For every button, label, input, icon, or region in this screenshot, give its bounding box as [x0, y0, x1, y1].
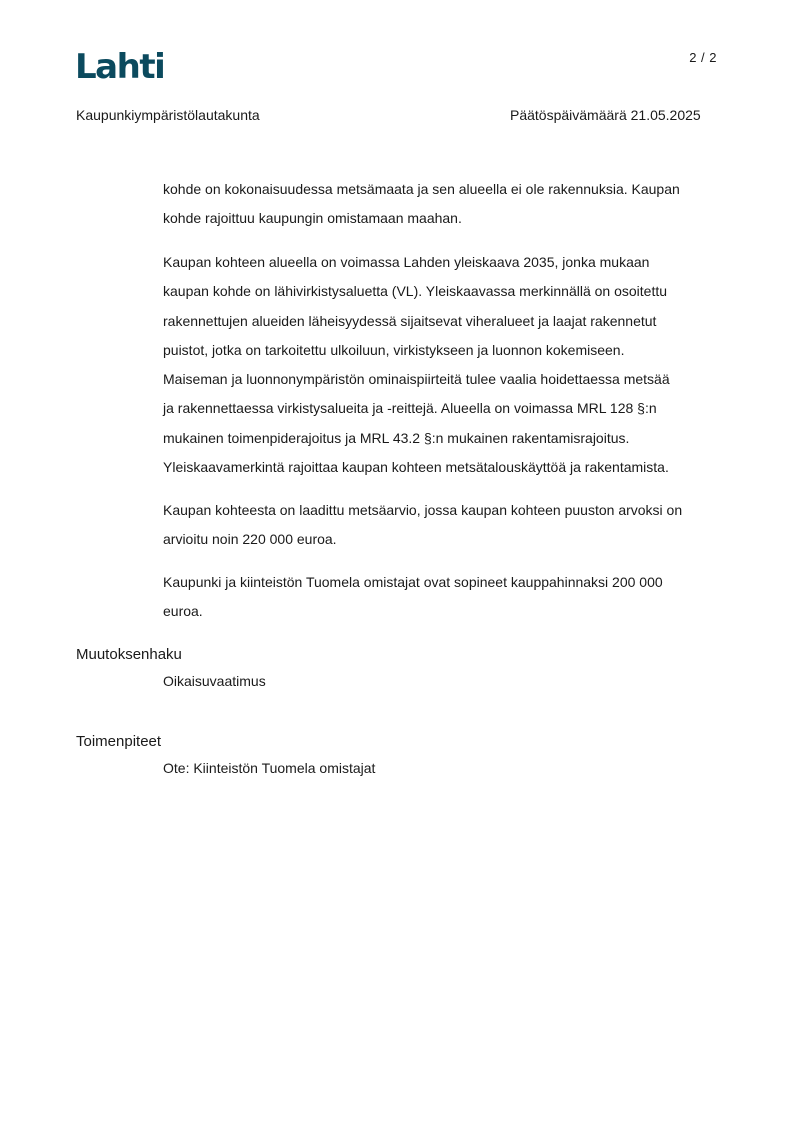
paragraph-line: Kaupunki ja kiinteistön Tuomela omistajat ovat sopineet kauppahinnaksi 200 000 — [163, 574, 663, 590]
paragraph-line: Maiseman ja luonnonympäristön ominaispiirteitä tulee vaalia hoidettaessa metsää — [163, 371, 670, 388]
paragraph-line: Kaupan kohteesta on laadittu metsäarvio, jossa kaupan kohteen puuston arvoksi on — [163, 502, 683, 518]
paragraph-4 — [163, 568, 723, 627]
paragraph-line: ja rakennettaessa virkistysalueita ja -reittejä. Alueella on voimassa MRL 128 §:n — [163, 400, 657, 417]
lahti-logo — [75, 44, 175, 84]
paragraph-line: kohde on kokonaisuudessa metsämaata ja sen alueella ei ole rakennuksia. Kaupan — [163, 181, 680, 197]
paragraph-line: rakennettujen alueiden läheisyydessä sijaitsevat viheralueet ja laajat rakennetut — [163, 312, 657, 329]
paragraph-1 — [163, 175, 723, 234]
paragraph-2 — [163, 248, 723, 482]
paragraph-line: Yleiskaavamerkintä rajoittaa kaupan kohteen metsätalouskäyttöä ja rakentamista. — [163, 459, 669, 476]
svg-text:Lahti: Lahti — [75, 47, 165, 84]
paragraph-line: arvioitu noin 220 000 euroa. — [163, 531, 337, 548]
paragraph-line: euroa. — [163, 603, 203, 620]
lahti-logo-mark — [75, 44, 175, 84]
paragraph-line: mukainen toimenpiderajoitus ja MRL 43.2 §:n mukainen rakentamisrajoitus. — [163, 429, 630, 446]
decision-date: Päätöspäivämäärä 21.05.2025 — [510, 107, 701, 123]
paragraph-line: kohde rajoittuu kaupungin omistamaan maahan. — [163, 210, 462, 227]
page-number: 2 / 2 — [689, 50, 717, 65]
organization-name: Kaupunkiympäristölautakunta — [76, 107, 260, 123]
paragraph-line: Kaupan kohteen alueella on voimassa Lahden yleiskaava 2035, jonka mukaan — [163, 254, 650, 270]
section-heading-appeal: Muutoksenhaku — [76, 646, 182, 663]
paragraph-3 — [163, 496, 723, 555]
paragraph-line: puistot, jotka on tarkoitettu ulkoiluun, virkistykseen ja luonnon kokemiseen. — [163, 341, 625, 358]
section-heading-actions: Toimenpiteet — [76, 733, 162, 750]
section-text-actions: Ote: Kiinteistön Tuomela omistajat — [163, 760, 376, 776]
section-text-appeal: Oikaisuvaatimus — [163, 673, 266, 689]
paragraph-line: kaupan kohde on lähivirkistysaluetta (VL). Yleiskaavassa merkinnällä on osoitettu — [163, 283, 668, 300]
